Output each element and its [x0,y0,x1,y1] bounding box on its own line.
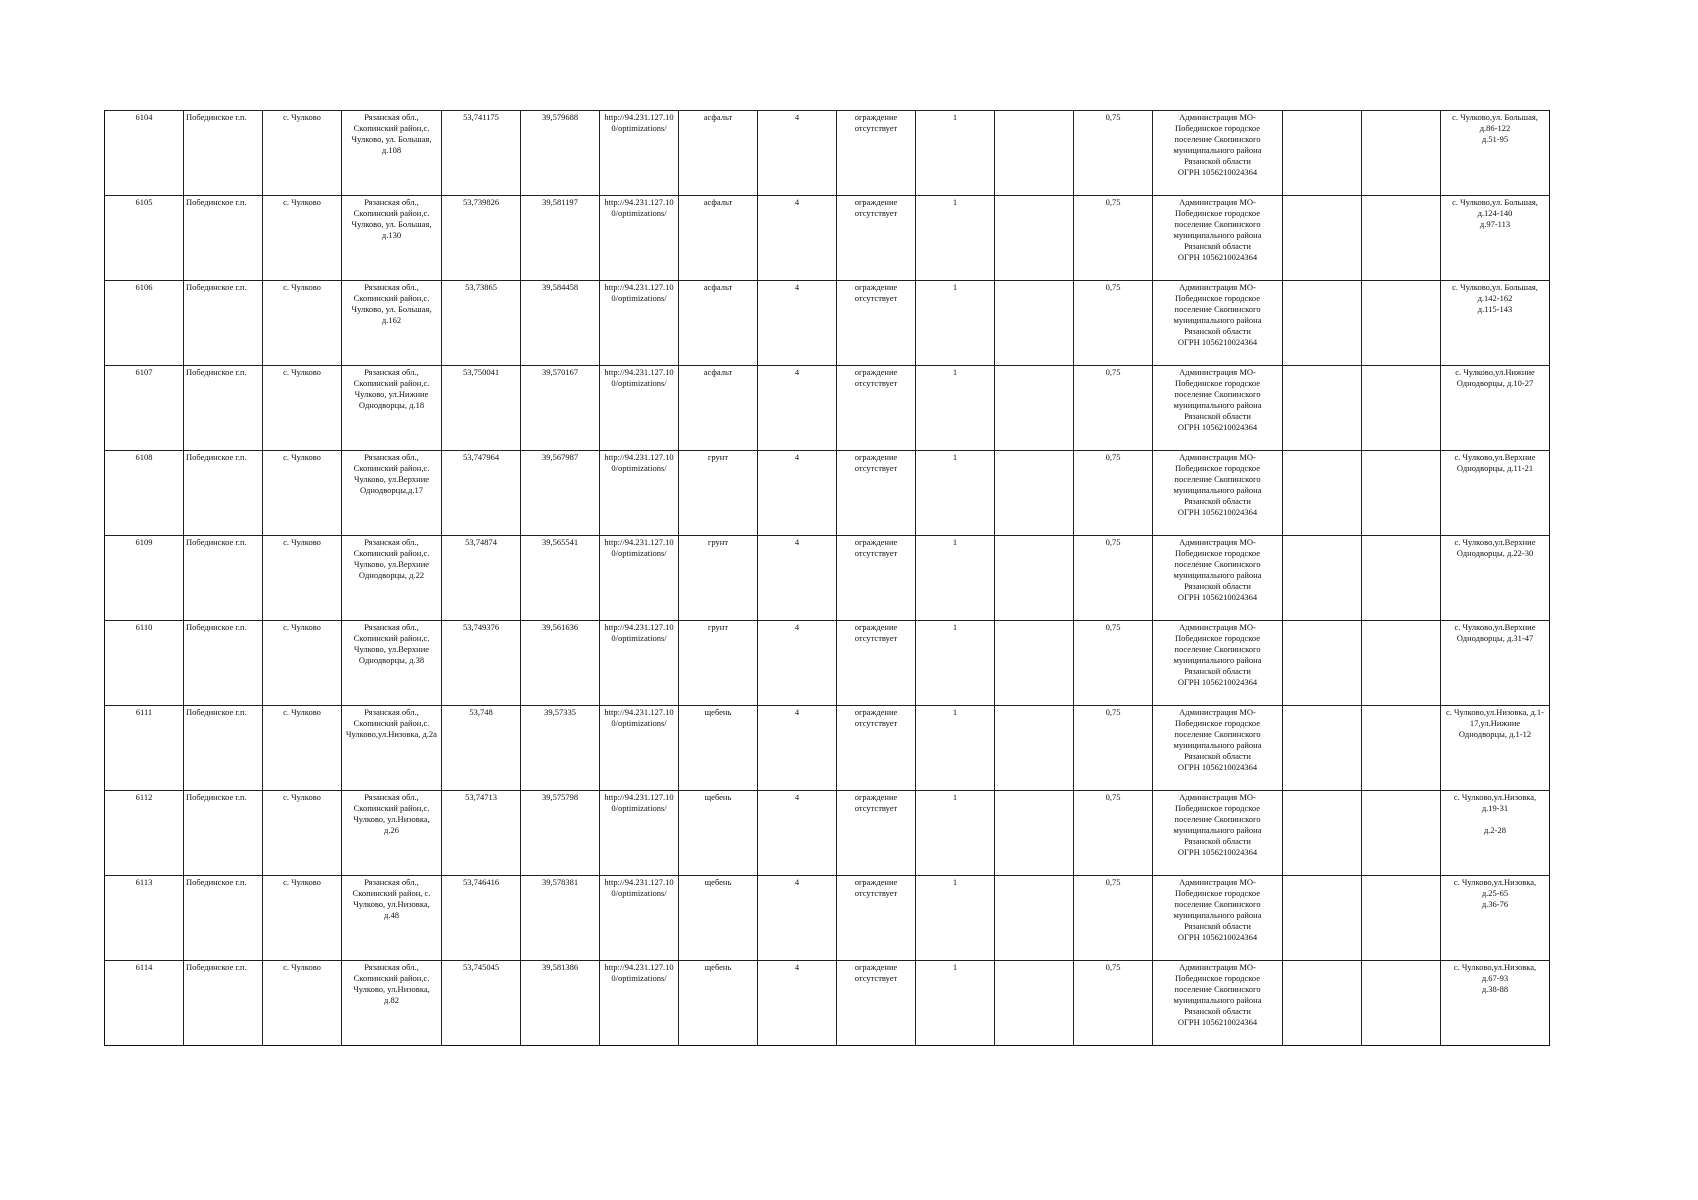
cell-address: Рязанская обл., Скопинский район,с. Чулково, ул. Большая, д.162 [342,281,442,366]
cell-served: с. Чулково,ул.Верхние Однодворцы, д.31-47 [1441,621,1550,706]
cell-served: с. Чулково,ул.Низовка, д.25-65 д.36-76 [1441,876,1550,961]
cell-owner: Администрация МО- Побединское городское поселение Скопинского муниципального района Рязанской области ОГРН 1056210024364 [1153,366,1283,451]
cell-containers: 4 [758,366,837,451]
cell-served: с. Чулково,ул.Верхние Однодворцы, д.22-30 [1441,536,1550,621]
cell-lat: 53,74874 [442,536,521,621]
cell-link: http://94.231.127.10 0/optimizations/ [600,961,679,1046]
cell-containers: 4 [758,706,837,791]
cell-lon: 39,567987 [521,451,600,536]
cell-fence: ограждение отсутствует [837,281,916,366]
cell-locality: с. Чулково [263,281,342,366]
cell-num: 6113 [105,876,184,961]
cell-lat: 53,747964 [442,451,521,536]
cell-empty2 [1283,451,1362,536]
cell-lon: 39,581197 [521,196,600,281]
cell-surface: асфальт [679,111,758,196]
cell-address: Рязанская обл., Скопинский район,с. Чулково, ул.Верхние Однодворцы, д.38 [342,621,442,706]
cell-owner: Администрация МО- Побединское городское поселение Скопинского муниципального района Рязанской области ОГРН 1056210024364 [1153,791,1283,876]
cell-empty2 [1283,196,1362,281]
cell-address: Рязанская обл., Скопинский район,с. Чулково, ул.Нижние Однодворцы, д.18 [342,366,442,451]
cell-num: 6108 [105,451,184,536]
cell-num: 6112 [105,791,184,876]
cell-served: с. Чулково,ул.Верхние Однодворцы, д.11-21 [1441,451,1550,536]
cell-address: Рязанская обл., Скопинский район,с. Чулково, ул.Низовка, д.26 [342,791,442,876]
table-row [105,536,1550,621]
cell-volume: 0,75 [1074,536,1153,621]
table-row [105,621,1550,706]
cell-empty1 [995,961,1074,1046]
cell-served: с. Чулково,ул. Большая, д.86-122 д.51-95 [1441,111,1550,196]
cell-num: 6111 [105,706,184,791]
cell-count: 1 [916,536,995,621]
cell-empty1 [995,876,1074,961]
cell-num: 6107 [105,366,184,451]
cell-address: Рязанская обл., Скопинский район,с. Чулково, ул. Большая, д.130 [342,196,442,281]
table-row [105,196,1550,281]
cell-empty3 [1362,366,1441,451]
cell-volume: 0,75 [1074,791,1153,876]
cell-empty1 [995,281,1074,366]
cell-empty1 [995,111,1074,196]
cell-num: 6106 [105,281,184,366]
cell-settlement: Побединское г.п. [184,876,263,961]
cell-settlement: Побединское г.п. [184,791,263,876]
cell-containers: 4 [758,196,837,281]
table-body [105,111,1550,1046]
cell-owner: Администрация МО- Побединское городское поселение Скопинского муниципального района Рязанской области ОГРН 1056210024364 [1153,281,1283,366]
cell-empty1 [995,536,1074,621]
cell-surface: грунт [679,536,758,621]
cell-empty3 [1362,791,1441,876]
cell-containers: 4 [758,536,837,621]
cell-settlement: Побединское г.п. [184,281,263,366]
cell-surface: щебень [679,706,758,791]
cell-lat: 53,73865 [442,281,521,366]
cell-containers: 4 [758,451,837,536]
cell-containers: 4 [758,111,837,196]
cell-surface: асфальт [679,281,758,366]
cell-num: 6114 [105,961,184,1046]
cell-link: http://94.231.127.10 0/optimizations/ [600,111,679,196]
cell-lat: 53,741175 [442,111,521,196]
cell-locality: с. Чулково [263,111,342,196]
cell-lat: 53,748 [442,706,521,791]
cell-count: 1 [916,196,995,281]
cell-locality: с. Чулково [263,791,342,876]
cell-locality: с. Чулково [263,451,342,536]
cell-settlement: Побединское г.п. [184,621,263,706]
cell-served: с. Чулково,ул.Низовка, д.19-31 д.2-28 [1441,791,1550,876]
cell-empty1 [995,366,1074,451]
cell-lon: 39,584458 [521,281,600,366]
cell-surface: асфальт [679,366,758,451]
cell-empty2 [1283,706,1362,791]
cell-lon: 39,578381 [521,876,600,961]
cell-empty3 [1362,621,1441,706]
cell-volume: 0,75 [1074,111,1153,196]
cell-count: 1 [916,451,995,536]
cell-settlement: Побединское г.п. [184,196,263,281]
cell-link: http://94.231.127.10 0/optimizations/ [600,706,679,791]
cell-surface: щебень [679,791,758,876]
cell-owner: Администрация МО- Побединское городское поселение Скопинского муниципального района Рязанской области ОГРН 1056210024364 [1153,706,1283,791]
cell-settlement: Побединское г.п. [184,961,263,1046]
cell-settlement: Побединское г.п. [184,536,263,621]
cell-fence: ограждение отсутствует [837,791,916,876]
cell-locality: с. Чулково [263,536,342,621]
cell-count: 1 [916,706,995,791]
cell-served: с. Чулково,ул. Большая, д.142-162 д.115-143 [1441,281,1550,366]
cell-link: http://94.231.127.10 0/optimizations/ [600,366,679,451]
cell-settlement: Побединское г.п. [184,451,263,536]
cell-empty1 [995,196,1074,281]
table-row [105,791,1550,876]
cell-address: Рязанская обл., Скопинский район,с. Чулково,ул.Низовка, д.2а [342,706,442,791]
cell-count: 1 [916,876,995,961]
cell-owner: Администрация МО- Побединское городское поселение Скопинского муниципального района Рязанской области ОГРН 1056210024364 [1153,621,1283,706]
cell-empty1 [995,621,1074,706]
cell-empty1 [995,451,1074,536]
cell-empty2 [1283,621,1362,706]
cell-owner: Администрация МО- Побединское городское поселение Скопинского муниципального района Рязанской области ОГРН 1056210024364 [1153,876,1283,961]
cell-settlement: Побединское г.п. [184,366,263,451]
cell-empty1 [995,791,1074,876]
cell-empty3 [1362,706,1441,791]
cell-empty2 [1283,366,1362,451]
cell-lat: 53,749376 [442,621,521,706]
cell-containers: 4 [758,791,837,876]
table-row [105,876,1550,961]
cell-empty3 [1362,876,1441,961]
cell-owner: Администрация МО- Побединское городское поселение Скопинского муниципального района Рязанской области ОГРН 1056210024364 [1153,536,1283,621]
cell-empty2 [1283,536,1362,621]
cell-served: с. Чулково,ул.Низовка, д.67-93 д.38-88 [1441,961,1550,1046]
cell-owner: Администрация МО- Побединское городское поселение Скопинского муниципального района Рязанской области ОГРН 1056210024364 [1153,196,1283,281]
table-row [105,706,1550,791]
cell-served: с. Чулково,ул. Большая, д.124-140 д.97-113 [1441,196,1550,281]
cell-served: с. Чулково,ул.Нижние Однодворцы, д.10-27 [1441,366,1550,451]
cell-empty1 [995,706,1074,791]
cell-link: http://94.231.127.10 0/optimizations/ [600,536,679,621]
table-row [105,366,1550,451]
cell-lat: 53,74713 [442,791,521,876]
cell-empty3 [1362,196,1441,281]
cell-lon: 39,579688 [521,111,600,196]
cell-lon: 39,565541 [521,536,600,621]
cell-count: 1 [916,111,995,196]
cell-fence: ограждение отсутствует [837,706,916,791]
cell-containers: 4 [758,876,837,961]
table-row [105,281,1550,366]
cell-empty3 [1362,536,1441,621]
cell-link: http://94.231.127.10 0/optimizations/ [600,621,679,706]
cell-empty2 [1283,961,1362,1046]
cell-count: 1 [916,791,995,876]
cell-containers: 4 [758,961,837,1046]
cell-lat: 53,745045 [442,961,521,1046]
cell-fence: ограждение отсутствует [837,366,916,451]
cell-address: Рязанская обл., Скопинский район, с. Чулково, ул.Низовка, д.48 [342,876,442,961]
cell-num: 6109 [105,536,184,621]
cell-num: 6110 [105,621,184,706]
cell-surface: грунт [679,451,758,536]
cell-lon: 39,561636 [521,621,600,706]
cell-link: http://94.231.127.10 0/optimizations/ [600,876,679,961]
cell-owner: Администрация МО- Побединское городское поселение Скопинского муниципального района Рязанской области ОГРН 1056210024364 [1153,111,1283,196]
cell-fence: ограждение отсутствует [837,961,916,1046]
cell-fence: ограждение отсутствует [837,451,916,536]
cell-lat: 53,746416 [442,876,521,961]
cell-link: http://94.231.127.10 0/optimizations/ [600,791,679,876]
cell-fence: ограждение отсутствует [837,876,916,961]
cell-volume: 0,75 [1074,621,1153,706]
cell-fence: ограждение отсутствует [837,111,916,196]
cell-count: 1 [916,281,995,366]
cell-volume: 0,75 [1074,366,1153,451]
cell-lat: 53,739826 [442,196,521,281]
registry-table [104,110,1550,1046]
cell-owner: Администрация МО- Побединское городское поселение Скопинского муниципального района Рязанской области ОГРН 1056210024364 [1153,451,1283,536]
cell-address: Рязанская обл., Скопинский район,с. Чулково, ул.Верхние Однодворцы,д.17 [342,451,442,536]
cell-surface: щебень [679,961,758,1046]
cell-volume: 0,75 [1074,706,1153,791]
cell-fence: ограждение отсутствует [837,196,916,281]
cell-address: Рязанская обл., Скопинский район,с. Чулково, ул. Большая, д.108 [342,111,442,196]
cell-surface: щебень [679,876,758,961]
cell-lon: 39,57335 [521,706,600,791]
table-row [105,111,1550,196]
cell-volume: 0,75 [1074,961,1153,1046]
cell-lon: 39,581386 [521,961,600,1046]
cell-count: 1 [916,961,995,1046]
cell-empty3 [1362,961,1441,1046]
cell-locality: с. Чулково [263,196,342,281]
cell-owner: Администрация МО- Побединское городское поселение Скопинского муниципального района Рязанской области ОГРН 1056210024364 [1153,961,1283,1046]
cell-settlement: Побединское г.п. [184,706,263,791]
cell-locality: с. Чулково [263,876,342,961]
cell-surface: грунт [679,621,758,706]
cell-locality: с. Чулково [263,366,342,451]
cell-volume: 0,75 [1074,451,1153,536]
cell-settlement: Побединское г.п. [184,111,263,196]
cell-empty2 [1283,111,1362,196]
table-row [105,961,1550,1046]
cell-address: Рязанская обл., Скопинский район,с. Чулково, ул.Низовка, д.82 [342,961,442,1046]
cell-link: http://94.231.127.10 0/optimizations/ [600,281,679,366]
cell-volume: 0,75 [1074,281,1153,366]
cell-served: с. Чулково,ул.Низовка, д.1- 17,ул.Нижние Однодворцы, д.1-12 [1441,706,1550,791]
cell-surface: асфальт [679,196,758,281]
cell-empty2 [1283,281,1362,366]
cell-volume: 0,75 [1074,876,1153,961]
table-row [105,451,1550,536]
cell-count: 1 [916,366,995,451]
cell-lat: 53,750041 [442,366,521,451]
cell-num: 6105 [105,196,184,281]
cell-lon: 39,570167 [521,366,600,451]
cell-empty3 [1362,451,1441,536]
document-sheet [104,110,1544,1046]
cell-empty2 [1283,876,1362,961]
cell-fence: ограждение отсутствует [837,621,916,706]
cell-link: http://94.231.127.10 0/optimizations/ [600,196,679,281]
cell-empty2 [1283,791,1362,876]
cell-lon: 39,575798 [521,791,600,876]
cell-fence: ограждение отсутствует [837,536,916,621]
cell-count: 1 [916,621,995,706]
cell-locality: с. Чулково [263,621,342,706]
cell-address: Рязанская обл., Скопинский район,с. Чулково, ул.Верхние Однодворцы, д.22 [342,536,442,621]
cell-num: 6104 [105,111,184,196]
cell-containers: 4 [758,621,837,706]
cell-locality: с. Чулково [263,706,342,791]
cell-volume: 0,75 [1074,196,1153,281]
cell-locality: с. Чулково [263,961,342,1046]
cell-empty3 [1362,281,1441,366]
cell-empty3 [1362,111,1441,196]
cell-link: http://94.231.127.10 0/optimizations/ [600,451,679,536]
cell-containers: 4 [758,281,837,366]
